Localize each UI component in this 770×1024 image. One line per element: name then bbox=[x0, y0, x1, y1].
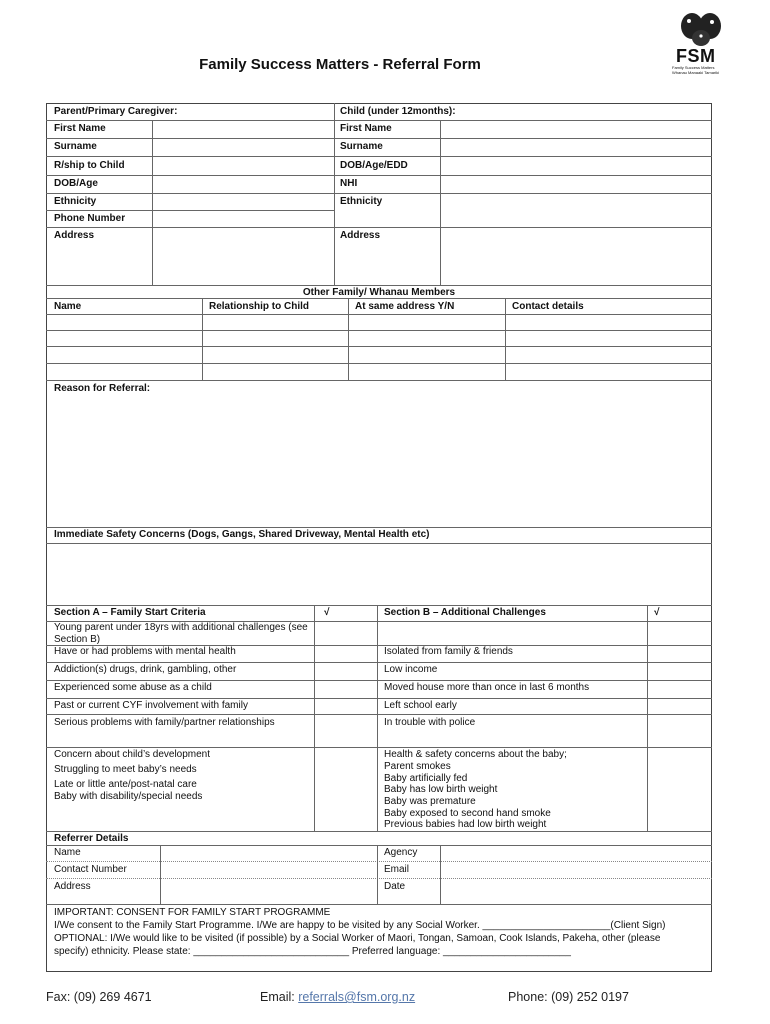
section-a-item: Experienced some abuse as a child bbox=[54, 682, 212, 693]
section-b-header: Section B – Additional Challenges bbox=[384, 607, 546, 618]
family-header: Other Family/ Whanau Members bbox=[302, 287, 456, 298]
child-dob-label: DOB/Age/EDD bbox=[340, 160, 408, 171]
referrer-contact-input[interactable] bbox=[161, 862, 376, 878]
referrer-name-input[interactable] bbox=[161, 846, 376, 861]
child-address-label: Address bbox=[340, 230, 381, 241]
referrer-email-label: Email bbox=[384, 864, 410, 875]
caregiver-dob-input[interactable] bbox=[153, 176, 333, 193]
table-row[interactable] bbox=[47, 347, 711, 363]
family-silhouette-icon bbox=[672, 8, 730, 48]
section-b-group-item: Baby artificially fed bbox=[384, 773, 468, 784]
child-surname-label: Surname bbox=[340, 141, 383, 152]
caregiver-address-label: Address bbox=[54, 230, 95, 241]
caregiver-ethnicity-input[interactable] bbox=[153, 194, 333, 210]
section-a-header: Section A – Family Start Criteria bbox=[54, 607, 206, 618]
child-header: Child (under 12months): bbox=[340, 106, 456, 117]
caregiver-surname-label: Surname bbox=[54, 141, 97, 152]
caregiver-phone-label: Phone Number bbox=[54, 213, 126, 224]
family-col-same-address: At same address Y/N bbox=[355, 301, 455, 312]
child-ethnicity-input[interactable] bbox=[441, 194, 711, 227]
section-b-group-item: Parent smokes bbox=[384, 761, 451, 772]
section-a-group-item: Concern about child’s development bbox=[54, 749, 211, 760]
referrer-agency-label: Agency bbox=[384, 847, 418, 858]
referrer-email-input[interactable] bbox=[441, 862, 711, 878]
caregiver-relationship-label: R/ship to Child bbox=[54, 160, 125, 171]
referrer-name-label: Name bbox=[54, 847, 81, 858]
section-b-group-item: Baby has low birth weight bbox=[384, 784, 498, 795]
fsm-logo bbox=[672, 8, 730, 76]
family-col-name: Name bbox=[54, 301, 82, 312]
table-row[interactable] bbox=[47, 364, 711, 380]
consent-optional: OPTIONAL: I/We would like to be visited (if possible) by a Social Worker of Maori, Tongan, Samoan, Cook Islands, Pakeha, other (please bbox=[54, 933, 661, 944]
referrer-agency-input[interactable] bbox=[441, 846, 711, 861]
section-b-item: Left school early bbox=[384, 700, 457, 711]
child-surname-input[interactable] bbox=[441, 139, 711, 156]
child-nhi-label: NHI bbox=[340, 178, 358, 189]
caregiver-ethnicity-label: Ethnicity bbox=[54, 196, 97, 207]
consent-ethnicity: specify) ethnicity. Please state: ____________________________ Preferred language: _______________________ bbox=[54, 946, 571, 957]
section-b-check-header: √ bbox=[654, 607, 660, 618]
child-address-input[interactable] bbox=[441, 228, 711, 285]
section-a-item: Past or current CYF involvement with family bbox=[54, 700, 248, 711]
section-b-item: Low income bbox=[384, 664, 438, 675]
caregiver-phone-input[interactable] bbox=[153, 211, 333, 227]
child-dob-input[interactable] bbox=[441, 157, 711, 174]
footer-email-label: Email: bbox=[260, 990, 295, 1004]
referrer-address-input[interactable] bbox=[161, 879, 376, 904]
referrer-contact-label: Contact Number bbox=[54, 864, 127, 875]
table-row[interactable] bbox=[47, 331, 711, 346]
footer-phone: Phone: (09) 252 0197 bbox=[508, 990, 629, 1004]
section-a-item: Serious problems with family/partner relationships bbox=[54, 717, 275, 728]
email-link[interactable]: referrals@fsm.org.nz bbox=[298, 990, 416, 1004]
section-b-checkbox-column[interactable] bbox=[648, 622, 711, 830]
family-col-contact: Contact details bbox=[512, 301, 584, 312]
caregiver-surname-input[interactable] bbox=[153, 139, 333, 156]
caregiver-address-input[interactable] bbox=[153, 228, 333, 285]
logo-text: FSM bbox=[676, 46, 716, 66]
section-a-group-item: Baby with disability/special needs bbox=[54, 791, 203, 802]
safety-label: Immediate Safety Concerns (Dogs, Gangs, Shared Driveway, Mental Health etc) bbox=[54, 529, 430, 540]
child-first-name-label: First Name bbox=[340, 123, 392, 134]
referrer-date-input[interactable] bbox=[441, 879, 711, 904]
section-b-group-item: Baby exposed to second hand smoke bbox=[384, 808, 551, 819]
section-a-group-item: Late or little ante/post-natal care bbox=[54, 779, 197, 790]
footer-email bbox=[260, 990, 415, 1004]
table-row[interactable] bbox=[47, 315, 711, 330]
caregiver-first-name-label: First Name bbox=[54, 123, 106, 134]
child-ethnicity-label: Ethnicity bbox=[340, 196, 383, 207]
caregiver-first-name-input[interactable] bbox=[153, 121, 333, 138]
section-b-item: Moved house more than once in last 6 months bbox=[384, 682, 590, 693]
section-b-group-item: Health & safety concerns about the baby; bbox=[384, 749, 567, 760]
section-a-item: Have or had problems with mental health bbox=[54, 646, 236, 657]
section-b-group-item: Baby was premature bbox=[384, 796, 476, 807]
section-a-checkbox-column[interactable] bbox=[315, 622, 376, 830]
reason-input[interactable] bbox=[47, 396, 711, 526]
section-a-item: Addiction(s) drugs, drink, gambling, other bbox=[54, 664, 237, 675]
consent-heading: IMPORTANT: CONSENT FOR FAMILY START PROGRAMME bbox=[54, 907, 331, 918]
referrer-address-label: Address bbox=[54, 881, 91, 892]
reason-label: Reason for Referral: bbox=[54, 383, 151, 394]
child-first-name-input[interactable] bbox=[441, 121, 711, 138]
safety-input[interactable] bbox=[47, 544, 711, 604]
family-col-relationship: Relationship to Child bbox=[209, 301, 309, 312]
section-a-check-header: √ bbox=[324, 607, 330, 618]
caregiver-relationship-input[interactable] bbox=[153, 157, 333, 174]
page-title: Family Success Matters - Referral Form bbox=[199, 56, 481, 73]
referrer-header: Referrer Details bbox=[54, 833, 129, 844]
referrer-date-label: Date bbox=[384, 881, 406, 892]
consent-statement: I/We consent to the Family Start Programme. I/We are happy to be visited by any Social Worker. _______________________(Client Sign) bbox=[54, 920, 666, 931]
logo-subtitle: Family Success Matters Whanau Manaaki Tamariki bbox=[672, 65, 720, 75]
child-nhi-input[interactable] bbox=[441, 176, 711, 193]
section-b-group-item: Previous babies had low birth weight bbox=[384, 819, 547, 830]
section-a-item: Young parent under 18yrs with additional challenges (see Section B) bbox=[54, 622, 308, 645]
caregiver-header: Parent/Primary Caregiver: bbox=[54, 106, 178, 117]
section-a-group-item: Struggling to meet baby’s needs bbox=[54, 764, 197, 775]
section-b-item: In trouble with police bbox=[384, 717, 476, 728]
caregiver-dob-label: DOB/Age bbox=[54, 178, 98, 189]
footer-fax: Fax: (09) 269 4671 bbox=[46, 990, 152, 1004]
section-b-item: Isolated from family & friends bbox=[384, 646, 513, 657]
